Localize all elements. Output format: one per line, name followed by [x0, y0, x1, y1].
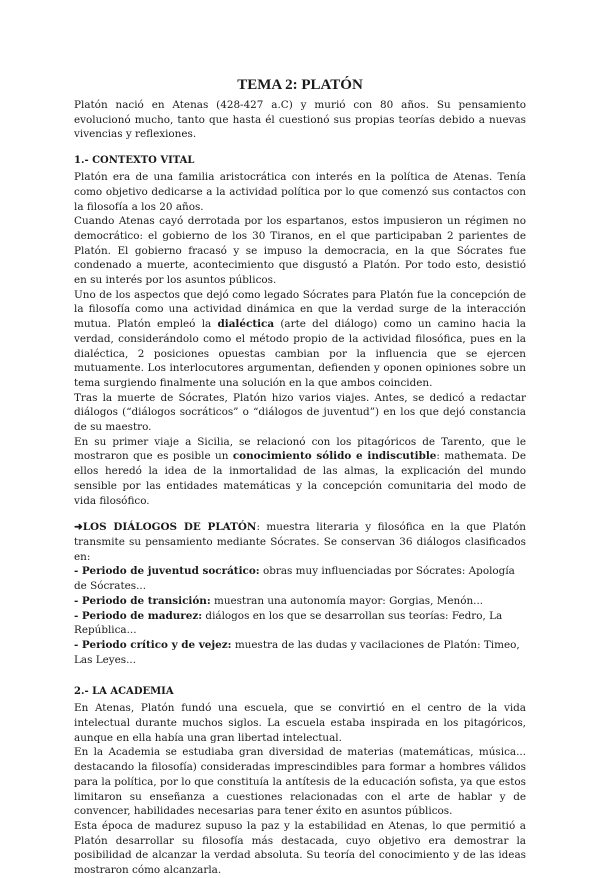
contexto-paragraph-1: Platón era de una familia aristocrática con interés en la política de Atenas. Tenía como objetivo dedicarse a la actividad política por lo que comenzó sus contactos con la filosofía a los 20 años. [74, 171, 526, 213]
academia-paragraph-2: En la Academia se estudiaba gran diversidad de materias (matemáticas, música... destacando la filosofía) consideradas imprescindibles para formar a hombres válidos para la política, por lo que constituía la antítesis de la educación sofista, ya que estos limitaron su enseñanza a cuestiones relacionadas con el arte de hablar y de convencer, habilidades necesarias para tener éxito en asuntos públicos. [74, 746, 526, 818]
document-page [74, 76, 526, 878]
list-item: - Periodo de juventud socrático: obras muy influenciadas por Sócrates: Apología de Sócrates... [74, 565, 515, 593]
academia-paragraph-1: En Atenas, Platón fundó una escuela, que se convirtió en el centro de la vida intelectual durante muchos siglos. La escuela estaba inspirada en los pitagóricos, aunque en ella había una gran libertad intelectual. [74, 702, 526, 744]
dialogos-heading: ➜LOS DIÁLOGOS DE PLATÓN [74, 521, 257, 534]
contexto-paragraph-2: Cuando Atenas cayó derrotada por los espartanos, estos impusieron un régimen no democrático: el gobierno de los 30 Tiranos, en el que participaban 2 parientes de Platón. El gobierno fracasó y se impuso la democracia, en la que Sócrates fue condenado a muerte, acontecimiento que disgustó a Platón. Por todo esto, desistió en su interés por los asuntos públicos. [74, 215, 526, 287]
list-item: - Periodo crítico y de vejez: muestra de las dudas y vacilaciones de Platón: Timeo, Las Leyes... [74, 638, 520, 666]
list-item: - Periodo de transición: muestran una autonomía mayor: Gorgias, Menón... [74, 594, 484, 607]
dialogos-paragraph: ➜LOS DIÁLOGOS DE PLATÓN: muestra literaria y filosófica en la que Platón transmite su pensamiento mediante Sócrates. Se conservan 36 diálogos clasificados en: [74, 521, 526, 563]
academia-paragraph-3: Esta época de madurez supuso la paz y la estabilidad en Atenas, lo que permitió a Platón desarrollar su filosofía más destacada, cuyo objetivo era demostrar la posibilidad de alcanzar la verdad absoluta. Su teoría del conocimiento y de las ideas mostraron cómo alcanzarla. [74, 819, 526, 877]
document-title: TEMA 2: PLATÓN [237, 77, 363, 93]
intro-paragraph: Platón nació en Atenas (428-427 a.C) y murió con 80 años. Su pensamiento evolucionó mucho, tanto que hasta él cuestionó sus propias teorías debido a nuevas vivencias y reflexiones. [74, 99, 526, 141]
conocimiento-term: conocimiento sólido e indiscutible [232, 450, 437, 463]
contexto-paragraph-5: En su primer viaje a Sicilia, se relacionó con los pitagóricos de Tarento, que le mostraron que es posible un conocimiento sólido e indiscutible: mathemata. De ellos heredó la idea de la inmortalidad de las almas, la explicación del mundo sensible por las entidades matemáticas y la concepción comunitaria del modo de vida filosófico. [74, 435, 527, 507]
section-heading-academia: 2.- LA ACADEMIA [74, 686, 174, 698]
contexto-paragraph-4: Tras la muerte de Sócrates, Platón hizo varios viajes. Antes, se dedicó a redactar diálogos (“diálogos socráticos” o “diálogos de juventud”) en los que dejó constancia de su maestro. [74, 391, 526, 434]
list-item: - Periodo de madurez: diálogos en los que se desarrollan sus teorías: Fedro, La República... [74, 609, 503, 637]
dialectica-term: dialéctica [217, 318, 275, 331]
section-heading-contexto-vital: 1.- CONTEXTO VITAL [74, 155, 195, 167]
contexto-paragraph-3: Uno de los aspectos que dejó como legado Sócrates para Platón fue la concepción de la filosofía como una actividad dinámica en que la verdad surge de la interacción mutua. Platón empleó la dialéctica (arte del diálogo) como un camino hacia la verdad, considerándolo como el método propio de la actividad filosófica, pues en la dialéctica, 2 posiciones opuestas cambian por la influencia que se ejercen mutuamente. Los interlocutores argumentan, defienden y oponen opiniones sobre un tema surgiendo finalmente una solución en la que ambos coinciden. [74, 288, 527, 389]
